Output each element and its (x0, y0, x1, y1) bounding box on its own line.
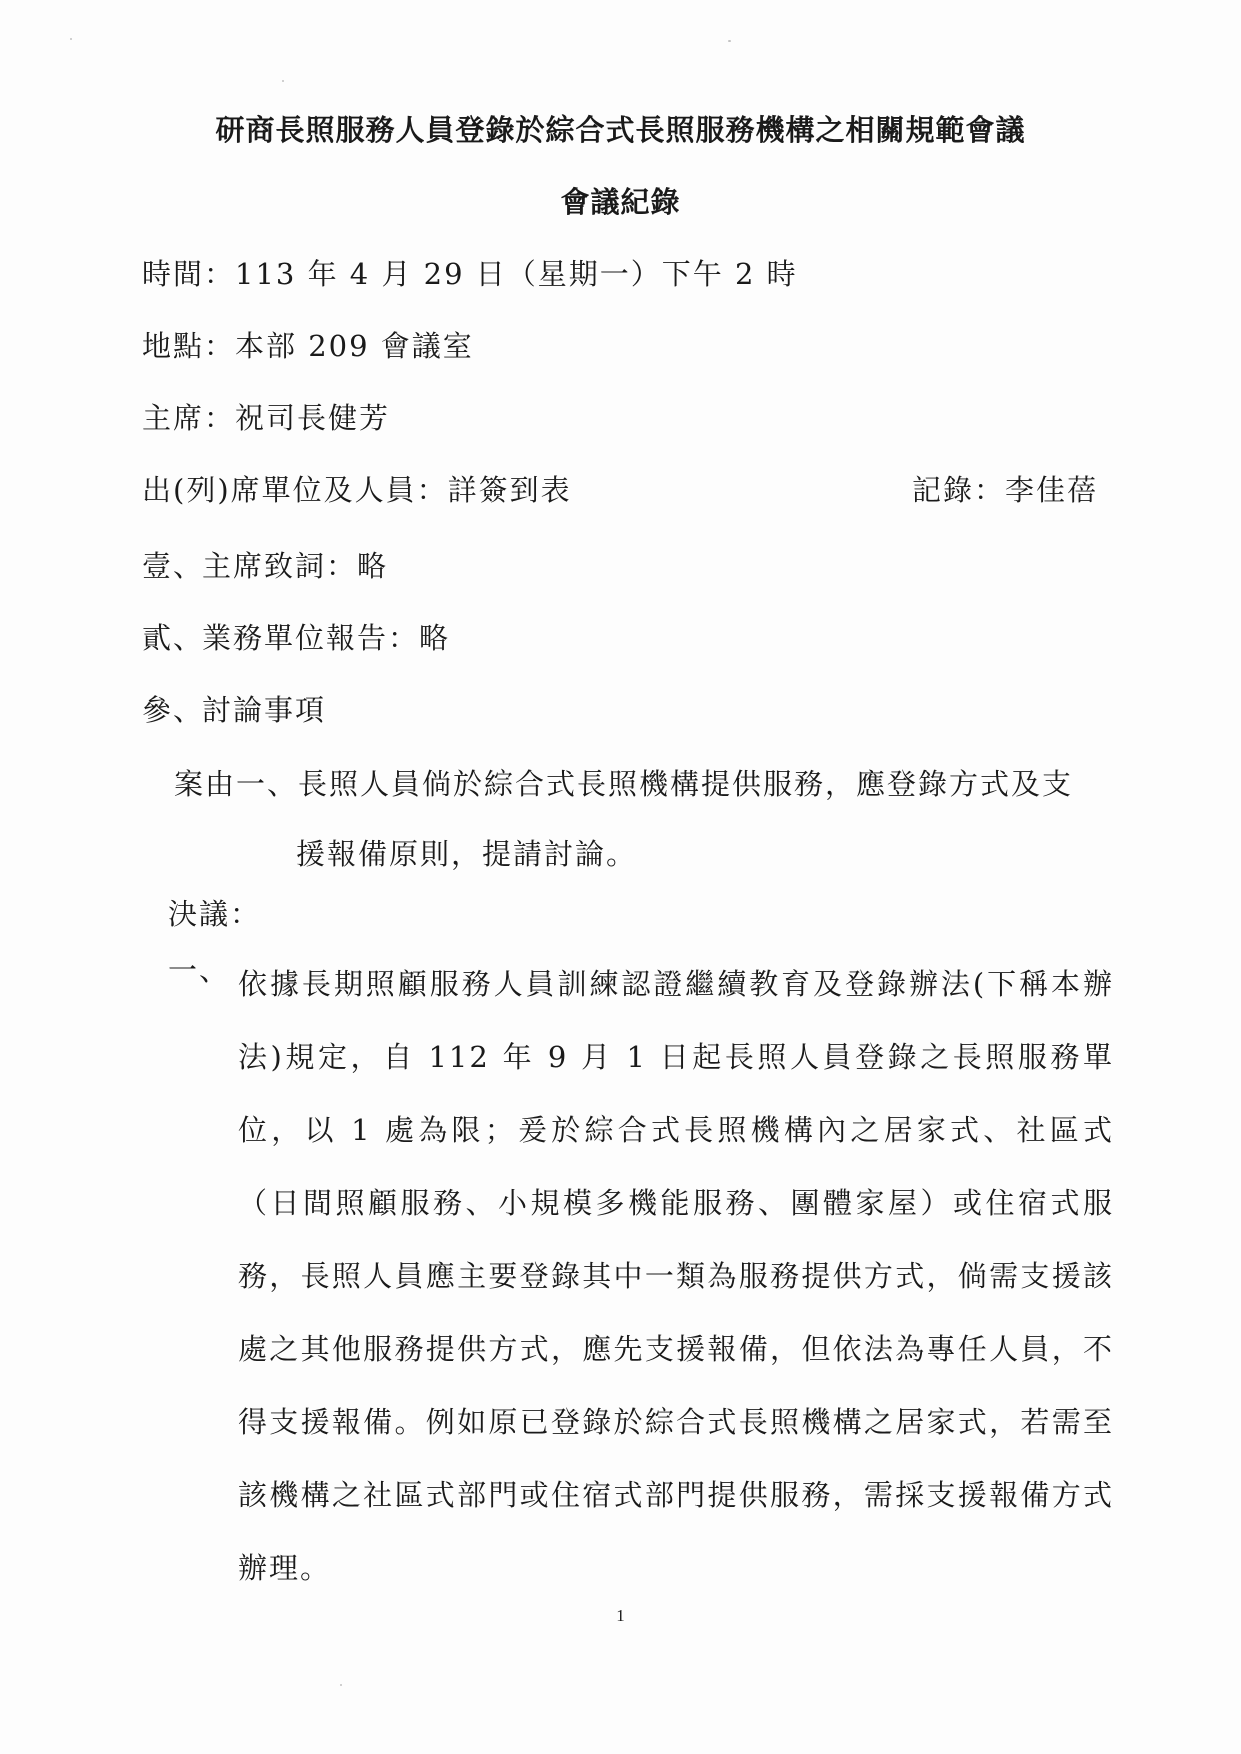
scan-speck (282, 80, 284, 82)
scan-speck (340, 1684, 342, 1686)
scan-speck (70, 38, 72, 40)
section-3 (142, 688, 326, 729)
case-line-1: 案由一、長照人員倘於綜合式長照機構提供服務，應登錄方式及支 (174, 767, 1074, 801)
resolution-label: 決議： (168, 897, 262, 931)
section-2-marker: 貳、 (142, 621, 205, 655)
meeting-place: 地點：本部 209 會議室 (142, 329, 474, 363)
resolution-item-1-text: 依據長期照顧服務人員訓練認證繼續教育及登錄辦法(下稱本辦法)規定，自 112 年 9 月 1 日起長照人員登錄之長照服務單位，以 1 處為限；爰於綜合式長照機構內之居家式、社區式（日間照顧服務、小規模多機能服務、團體家屋）或住宿式服務，長照人員應主要登錄其中一類為服務提供方式，倘需支援該處之其他服務提供方式，應先支援報備，但依法為專任人員，不得支援報備。例如原已登錄於綜合式長照機構之居家式，若需至該機構之社區式部門或住宿式部門提供服務，需採支援報備方式辦理。 (238, 967, 1114, 1585)
meeting-recorder: 記錄：李佳蓓 (912, 473, 1099, 507)
meeting-attendees: 出(列)席單位及人員：詳簽到表 (142, 473, 572, 507)
section-1 (142, 544, 388, 585)
section-2-text: 業務單位報告：略 (202, 621, 451, 655)
document-title: 研商長照服務人員登錄於綜合式長照服務機構之相關規範會議 (215, 113, 1026, 147)
case-line-2: 援報備原則，提請討論。 (296, 837, 638, 871)
meeting-time: 時間：113 年 4 月 29 日（星期一）下午 2 時 (142, 257, 798, 291)
section-1-marker: 壹、 (142, 549, 205, 583)
section-3-marker: 參、 (142, 693, 205, 727)
page-number: 1 (616, 1606, 625, 1625)
section-3-text: 討論事項 (202, 693, 327, 727)
section-2 (142, 616, 450, 657)
section-1-text: 主席致詞：略 (202, 549, 389, 583)
resolution-item-1-marker: 一、 (168, 953, 231, 987)
document-subtitle: 會議紀錄 (560, 185, 681, 219)
meeting-chair: 主席：祝司長健芳 (142, 401, 391, 435)
scan-speck (728, 40, 731, 42)
